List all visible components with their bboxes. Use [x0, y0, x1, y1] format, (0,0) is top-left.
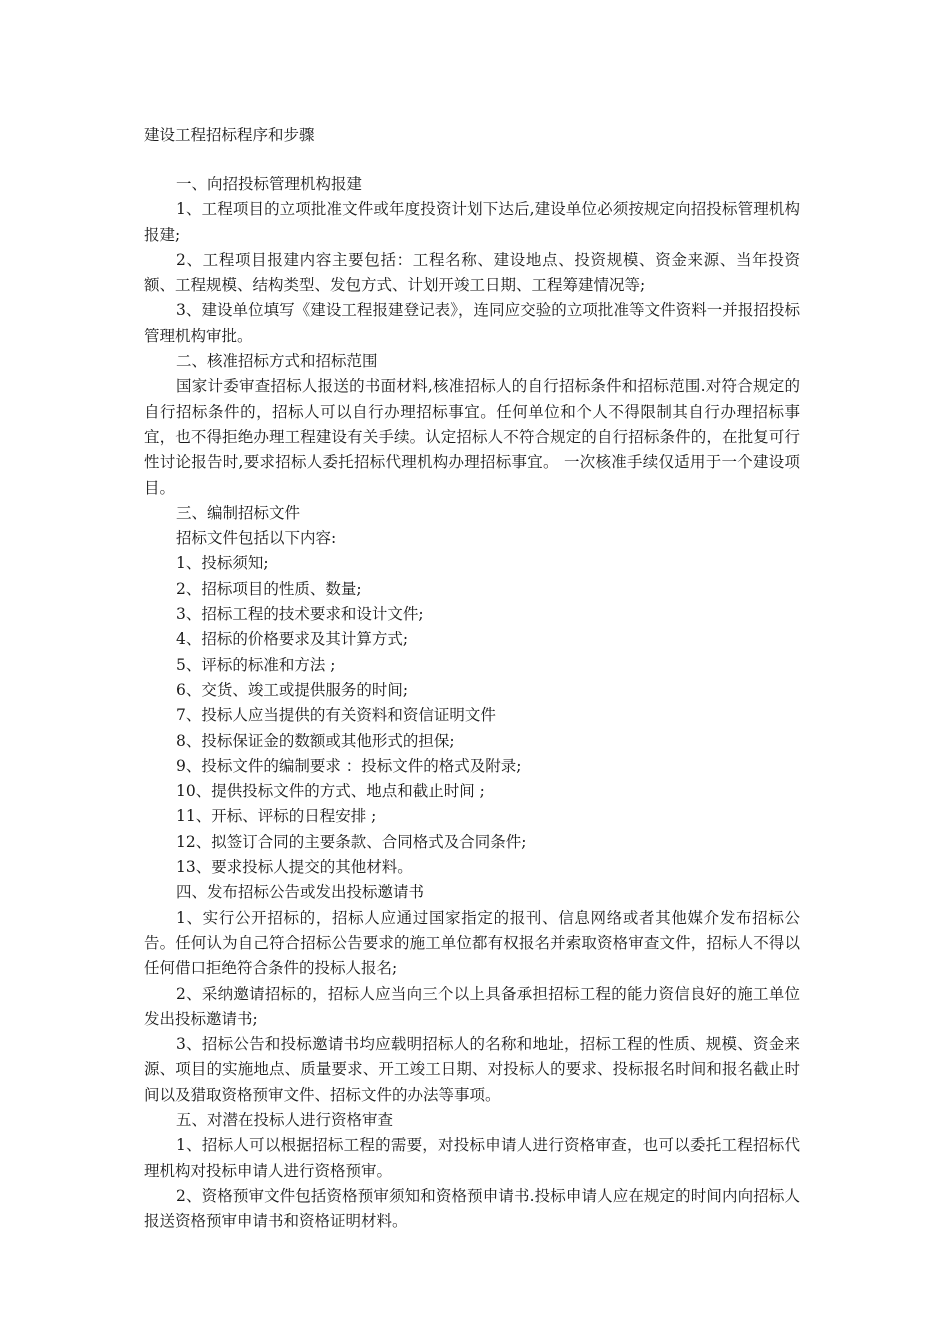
paragraph: 7、投标人应当提供的有关资料和资信证明文件 [176, 706, 496, 725]
paragraph: 四、发布招标公告或发出投标邀请书 [176, 883, 425, 902]
paragraph: 11、开标、评标的日程安排 ; [176, 807, 377, 826]
paragraph: 5、评标的标准和方法 ; [176, 655, 336, 674]
paragraph: 三、编制招标文件 [176, 503, 301, 522]
paragraph: 2、招标项目的性质、数量; [176, 579, 362, 598]
paragraph: 1、工程项目的立项批准文件或年度投资计划下达后,建设单位必须按规定向招投标管理机构报建; [144, 200, 800, 244]
paragraph: 招标文件包括以下内容: [176, 529, 337, 548]
paragraph: 6、交货、竣工或提供服务的时间; [176, 680, 409, 699]
paragraph: 3、招标公告和投标邀请书均应载明招标人的名称和地址，招标工程的性质、规模、资金来源、项目的实施地点、质量要求、开工竣工日期、对投标人的要求、投标报名时间和报名截止时间以及猎取资格预审文件、招标文件的办法等事项。 [144, 1035, 800, 1104]
document-title: 建设工程招标程序和步骤 [144, 126, 315, 144]
paragraph: 二、核准招标方式和招标范围 [176, 352, 378, 371]
paragraph: 8、投标保证金的数额或其他形式的担保; [176, 731, 455, 750]
paragraph: 1、实行公开招标的，招标人应通过国家指定的报刊、信息网络或者其他媒介发布招标公告。任何认为自己符合招标公告要求的施工单位都有权报名并索取资格审查文件，招标人不得以任何借口拒绝符合条件的投标人报名; [144, 908, 800, 978]
paragraph: 五、对潜在投标人进行资格审查 [176, 1110, 394, 1129]
paragraph: 3、招标工程的技术要求和设计文件; [176, 605, 424, 624]
paragraph: 1、招标人可以根据招标工程的需要，对投标申请人进行资格审查，也可以委托工程招标代理机构对投标申请人进行资格预审。 [144, 1136, 800, 1180]
document-page [144, 122, 800, 1234]
paragraph: 9、投标文件的编制要求 ：投标文件的格式及附录; [176, 756, 522, 775]
paragraph: 2、资格预审文件包括资格预审须知和资格预申请书.投标申请人应在规定的时间内向招标人报送资格预审申请书和资格证明材料。 [144, 1186, 800, 1231]
paragraph: 国家计委审查招标人报送的书面材料,核准招标人的自行招标条件和招标范围.对符合规定的自行招标条件的，招标人可以自行办理招标事宜。任何单位和个人不得限制其自行办理招标事宜，也不得拒绝办理工程建设有关手续。认定招标人不符合规定的自行招标条件的，在批复可行性讨论报告时,要求招标人委托招标代理机构办理招标事宜。 一次核准手续仅适用于一个建设项目。 [144, 377, 800, 497]
paragraph: 2、工程项目报建内容主要包括：工程名称、建设地点、投资规模、资金来源、当年投资额、工程规模、结构类型、发包方式、计划开竣工日期、工程筹建情况等; [144, 250, 800, 295]
paragraph: 10、提供投标文件的方式、地点和截止时间 ; [176, 782, 485, 801]
paragraph: 2、采纳邀请招标的，招标人应当向三个以上具备承担招标工程的能力资信良好的施工单位发出投标邀请书; [144, 984, 800, 1028]
paragraph: 一、向招投标管理机构报建 [176, 175, 363, 193]
paragraph: 13、要求投标人提交的其他材料。 [176, 858, 413, 877]
paragraph: 3、建设单位填写《建设工程报建登记表》，连同应交验的立项批准等文件资料一并报招投标管理机构审批。 [144, 301, 800, 345]
paragraph: 12、拟签订合同的主要条款、合同格式及合同条件; [176, 832, 527, 851]
title-spacer [144, 148, 800, 172]
document-body [144, 172, 800, 1234]
paragraph: 1、投标须知; [176, 554, 269, 573]
paragraph: 4、招标的价格要求及其计算方式; [176, 630, 409, 649]
